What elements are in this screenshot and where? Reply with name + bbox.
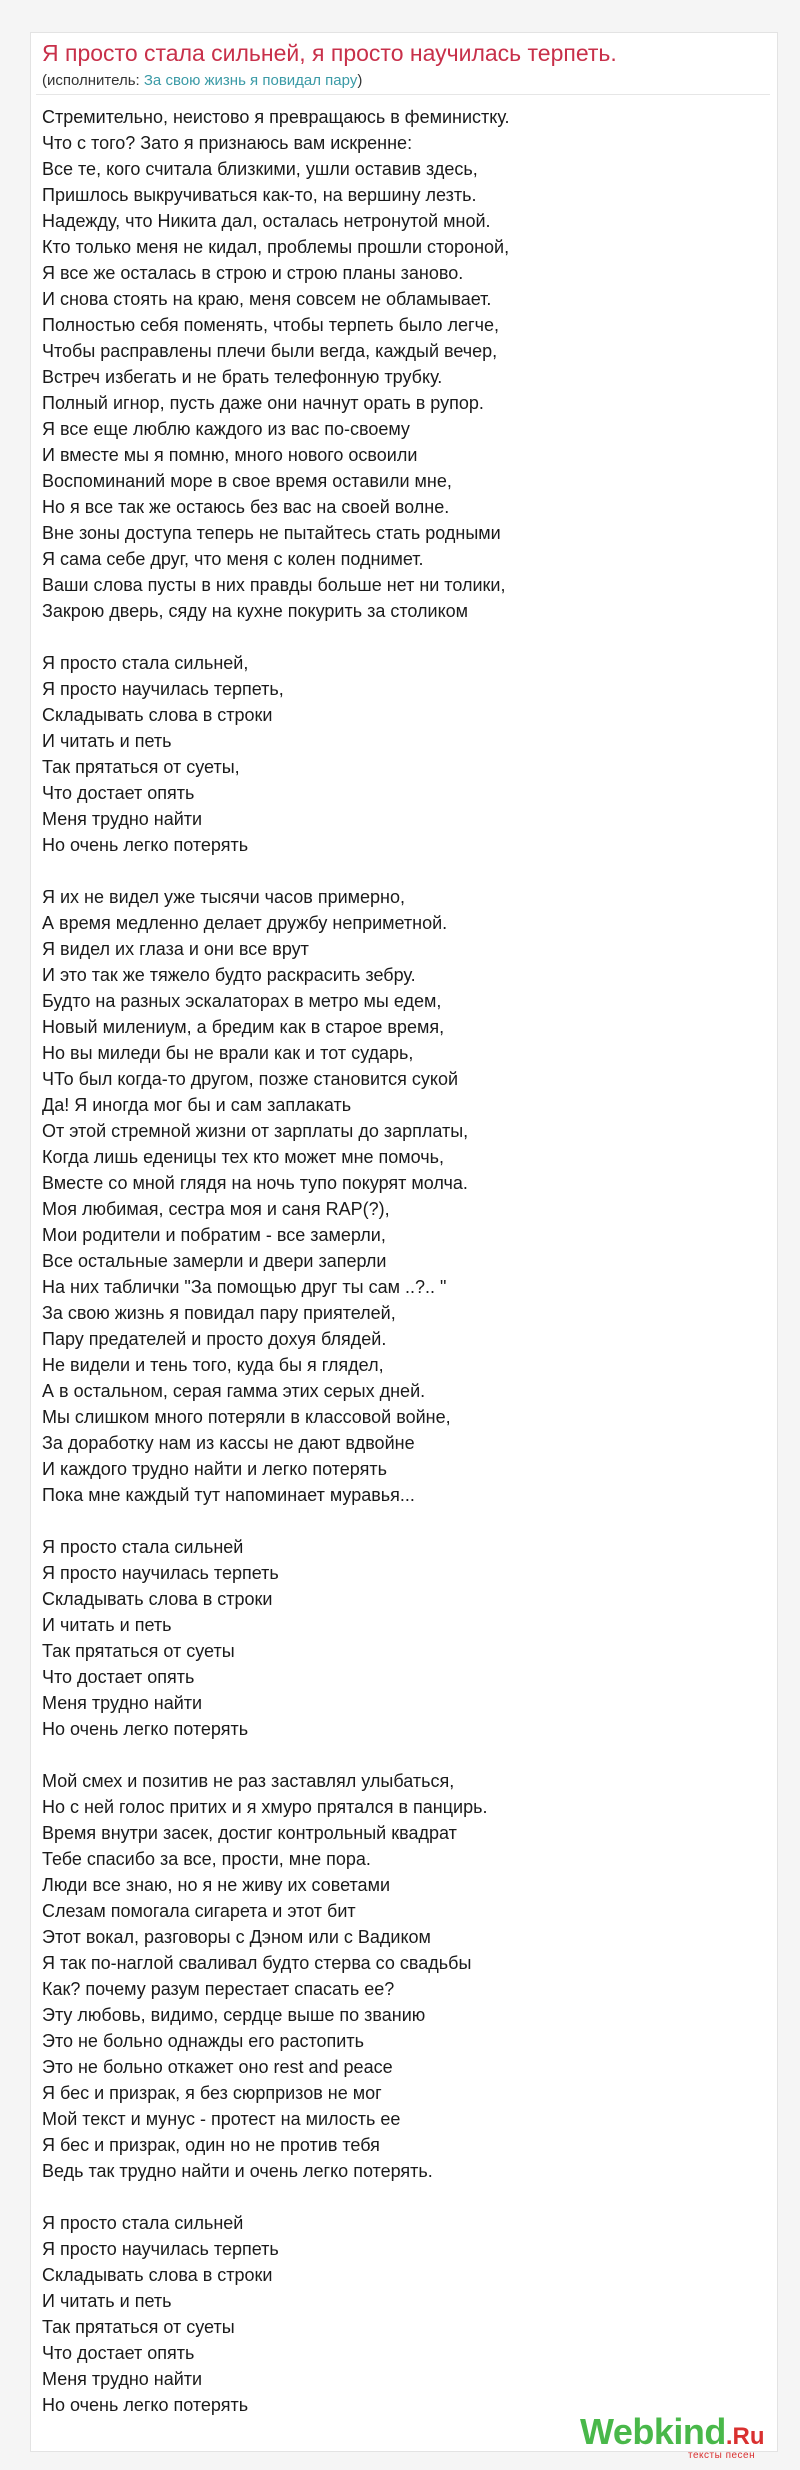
artist-line: [42, 72, 362, 89]
lyric-line: Вместе со мной глядя на ночь тупо покурят молча.: [42, 1173, 468, 1193]
lyric-line: Закрою дверь, сяду на кухне покурить за столиком: [42, 601, 469, 621]
stanza-break: [42, 858, 762, 884]
lyric-line: Я бес и призрак, один но не против тебя: [42, 2135, 380, 2155]
lyric-line: Этот вокал, разговоры с Дэном или с Вадиком: [42, 1927, 431, 1947]
lyric-line: Это не больно однажды его растопить: [42, 2031, 364, 2051]
lyric-line: А время медленно делает дружбу неприметной.: [42, 913, 448, 933]
lyric-line: Кто только меня не кидал, проблемы прошли стороной,: [42, 237, 510, 257]
lyric-line: Тебе спасибо за все, прости, мне пора.: [42, 1849, 371, 1869]
lyric-line: Так прятаться от суеты: [42, 2317, 235, 2337]
lyric-line: За свою жизнь я повидал пару приятелей,: [42, 1303, 396, 1323]
lyric-line: Новый милениум, а бредим как в старое время,: [42, 1017, 445, 1037]
lyric-line: Когда лишь еденицы тех кто может мне помочь,: [42, 1147, 445, 1167]
artist-suffix: ): [357, 72, 363, 89]
stanza-break: [42, 1742, 762, 1768]
lyric-line: Люди все знаю, но я не живу их советами: [42, 1875, 390, 1895]
lyric-line: Я все же осталась в строю и строю планы заново.: [42, 263, 464, 283]
lyric-line: Время внутри засек, достиг контрольный квадрат: [42, 1823, 457, 1843]
lyric-line: Что с того? Зато я признаюсь вам искренне:: [42, 133, 413, 153]
lyric-line: Все остальные замерли и двери заперли: [42, 1251, 387, 1271]
lyric-line: И читать и петь: [42, 731, 172, 751]
lyric-line: Мой смех и позитив не раз заставлял улыбаться,: [42, 1771, 455, 1791]
lyric-line: Пока мне каждый тут напоминает муравья...: [42, 1485, 415, 1505]
lyric-line: А в остальном, серая гамма этих серых дней.: [42, 1381, 426, 1401]
lyric-line: Ведь так трудно найти и очень легко потерять.: [42, 2161, 433, 2181]
lyric-line: И вместе мы я помню, много нового освоили: [42, 445, 418, 465]
lyric-line: Вне зоны доступа теперь не пытайтесь стать родными: [42, 523, 501, 543]
lyric-line: Чтобы расправлены плечи были вегда, каждый вечер,: [42, 341, 498, 361]
logo-wordmark: Webkind: [580, 2411, 726, 2452]
lyric-line: От этой стремной жизни от зарплаты до зарплаты,: [42, 1121, 469, 1141]
lyric-line: Как? почему разум перестает спасать ее?: [42, 1979, 395, 1999]
lyric-line: Я их не видел уже тысячи часов примерно,: [42, 887, 405, 907]
lyric-line: Встреч избегать и не брать телефонную трубку.: [42, 367, 443, 387]
lyric-line: За доработку нам из кассы не дают вдвойне: [42, 1433, 415, 1453]
lyric-line: Я просто научилась терпеть,: [42, 679, 284, 699]
lyric-line: Что достает опять: [42, 783, 195, 803]
lyric-line: И читать и петь: [42, 2291, 172, 2311]
lyric-line: Пришлось выкручиваться как-то, на вершину лезть.: [42, 185, 477, 205]
lyric-line: Ваши слова пусты в них правды больше нет ни толики,: [42, 575, 506, 595]
lyric-line: Не видели и тень того, куда бы я глядел,: [42, 1355, 384, 1375]
lyric-line: Все те, кого считала близкими, ушли оставив здесь,: [42, 159, 478, 179]
artist-prefix: (исполнитель:: [42, 72, 144, 89]
lyric-line: Но вы миледи бы не врали как и тот сударь,: [42, 1043, 414, 1063]
lyric-line: Я сама себе друг, что меня с колен поднимет.: [42, 549, 424, 569]
lyric-line: Моя любимая, сестра моя и саня RAP(?),: [42, 1199, 390, 1219]
lyric-line: Стремительно, неистово я превращаюсь в феминистку.: [42, 107, 510, 127]
lyrics-body: [42, 104, 762, 2418]
logo-domain: .Ru: [725, 2423, 765, 2450]
artist-link[interactable]: За свою жизнь я повидал пару: [143, 72, 358, 89]
lyric-line: Меня трудно найти: [42, 809, 203, 829]
lyric-line: Эту любовь, видимо, сердце выше по званию: [42, 2005, 426, 2025]
lyric-line: Это не больно откажет оно rest and peace: [42, 2057, 393, 2077]
lyric-line: Да! Я иногда мог бы и сам заплакать: [42, 1095, 352, 1115]
lyric-line: Я все еще люблю каждого из вас по-своему: [42, 419, 410, 439]
lyric-line: Пару предателей и просто дохуя блядей.: [42, 1329, 387, 1349]
lyric-line: Будто на разных эскалаторах в метро мы едем,: [42, 991, 442, 1011]
lyric-line: Слезам помогала сигарета и этот бит: [42, 1901, 356, 1921]
lyric-line: И снова стоять на краю, меня совсем не обламывает.: [42, 289, 492, 309]
lyric-line: Я просто стала сильней: [42, 1537, 244, 1557]
lyric-line: Мои родители и побратим - все замерли,: [42, 1225, 386, 1245]
stanza-break: [42, 624, 762, 650]
lyric-line: Я просто научилась терпеть: [42, 2239, 279, 2259]
lyric-line: Я видел их глаза и они все врут: [42, 939, 309, 959]
lyric-line: Так прятаться от суеты: [42, 1641, 235, 1661]
stanza-break: [42, 2184, 762, 2210]
lyric-line: Я так по-наглой сваливал будто стерва со свадьбы: [42, 1953, 472, 1973]
lyric-line: Меня трудно найти: [42, 1693, 203, 1713]
lyric-line: Складывать слова в строки: [42, 705, 273, 725]
lyric-line: Мы слишком много потеряли в классовой войне,: [42, 1407, 451, 1427]
lyric-line: Я бес и призрак, я без сюрпризов не мог: [42, 2083, 382, 2103]
lyric-line: Полностью себя поменять, чтобы терпеть было легче,: [42, 315, 500, 335]
lyric-line: Меня трудно найти: [42, 2369, 203, 2389]
lyric-line: Я просто научилась терпеть: [42, 1563, 279, 1583]
lyric-line: Складывать слова в строки: [42, 2265, 273, 2285]
lyric-line: На них таблички "За помощью друг ты сам ..?.. ": [42, 1277, 447, 1297]
title-divider: [36, 94, 770, 95]
lyric-line: Но я все так же остаюсь без вас на своей волне.: [42, 497, 450, 517]
lyric-line: Я просто стала сильней: [42, 2213, 244, 2233]
lyric-line: Но очень легко потерять: [42, 2395, 249, 2415]
lyric-line: Но с ней голос притих и я хмуро прятался в панцирь.: [42, 1797, 488, 1817]
lyric-line: Но очень легко потерять: [42, 1719, 249, 1739]
lyric-line: Складывать слова в строки: [42, 1589, 273, 1609]
stanza-break: [42, 1508, 762, 1534]
lyric-line: Полный игнор, пусть даже они начнут орать в рупор.: [42, 393, 484, 413]
site-logo[interactable]: [580, 2411, 765, 2461]
lyric-line: И читать и петь: [42, 1615, 172, 1635]
lyric-line: И каждого трудно найти и легко потерять: [42, 1459, 387, 1479]
lyric-line: Что достает опять: [42, 2343, 195, 2363]
lyric-line: Надежду, что Никита дал, осталась нетронутой мной.: [42, 211, 491, 231]
lyric-line: Что достает опять: [42, 1667, 195, 1687]
lyric-line: Мой текст и мунус - протест на милость ее: [42, 2109, 401, 2129]
page-title: Я просто стала сильней, я просто научилась терпеть.: [42, 40, 617, 66]
lyric-line: Я просто стала сильней,: [42, 653, 249, 673]
lyric-line: ЧТо был когда-то другом, позже становится сукой: [42, 1069, 459, 1089]
lyric-line: И это так же тяжело будто раскрасить зебру.: [42, 965, 416, 985]
logo-tagline: тексты песен: [688, 2450, 756, 2461]
lyric-line: Так прятаться от суеты,: [42, 757, 240, 777]
lyric-line: Но очень легко потерять: [42, 835, 249, 855]
lyric-line: Воспоминаний море в свое время оставили мне,: [42, 471, 452, 491]
